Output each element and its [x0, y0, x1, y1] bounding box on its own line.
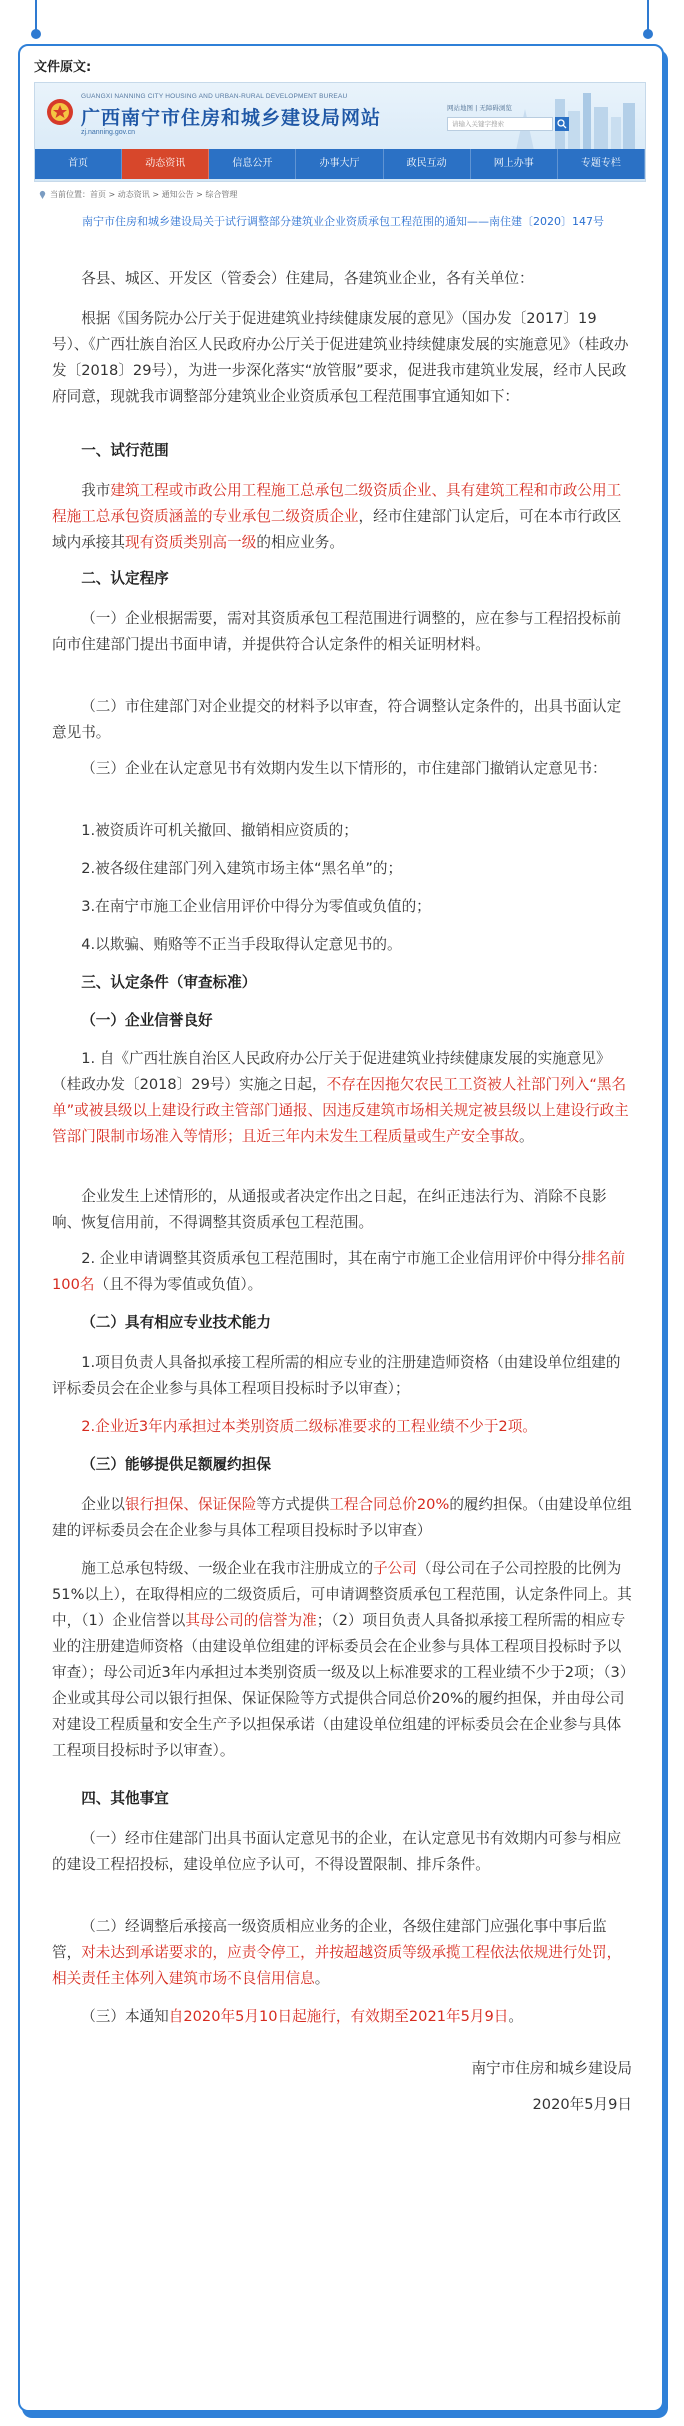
- text-run: 的相应业务。: [256, 534, 344, 551]
- text-run: 施工总承包特级、一级企业在我市注册成立的: [81, 1560, 374, 1577]
- emblem-icon: [45, 97, 75, 127]
- salutation: 各县、城区、开发区（管委会）住建局，各建筑业企业，各有关单位：: [81, 270, 534, 287]
- section-4-title: 四、其他事宜: [81, 1790, 169, 1807]
- decor-line-right: [647, 0, 649, 30]
- highlight-run: 不存在因拖欠农民工工资被人社部门列入“黑名单”或被县级以上建设行政主管部门通报、因违反建筑市场相关规定被县级以上建设行政主管部门限制市场准入等情形；且近三年内未发生工程质量或生产安全事故: [52, 1076, 629, 1145]
- highlight-run: 工程合同总价20%: [329, 1496, 450, 1513]
- nav-item-info[interactable]: 信息公开: [209, 149, 296, 179]
- utility-links[interactable]: 网站地图 | 无障碍浏览: [447, 104, 512, 112]
- site-subtitle-en: GUANGXI NANNING CITY HOUSING AND URBAN-RURAL DEVELOPMENT BUREAU: [81, 93, 348, 100]
- list-item: 4.以欺骗、贿赂等不正当手段取得认定意见书的。: [81, 936, 402, 953]
- section-3-2-paragraph-2: 2.企业近3年内承担过本类别资质二级标准要求的工程业绩不少于2项。: [81, 1418, 537, 1435]
- section-2-paragraph-2: （二）市住建部门对企业提交的材料予以审查，符合调整认定条件的，出具书面认定意见书。: [52, 698, 622, 741]
- section-3-1-paragraph-3: [52, 1246, 632, 1298]
- location-pin-icon: [38, 190, 47, 199]
- section-4-paragraph-2: [52, 1914, 632, 1992]
- list-item: 1.被资质许可机关撤回、撤销相应资质的；: [81, 822, 358, 839]
- text-run: （且不得为零值或负值）。: [94, 1276, 263, 1293]
- section-3-1-paragraph-1: [52, 1046, 632, 1150]
- highlight-run: 建筑工程或市政公用工程施工总承包二级资质企业、具有建筑工程和市政公用工程施工总承包资质涵盖的专业承包二级资质企业: [52, 482, 622, 525]
- nav-item-interaction[interactable]: 政民互动: [384, 149, 471, 179]
- highlight-run: 自2020年5月10日起施行，有效期至2021年5月9日: [168, 2008, 509, 2025]
- text-run: ；（2）项目负责人具备拟承接工程所需的相应专业的注册建造师资格（由建设单位组建的评标委员会在企业参与具体工程项目投标时予以审查）；母公司近3年内承担过本类别资质一级及以上标准要求的工程业绩不少于2项；（3）企业或其母公司以银行担保、保证保险等方式提供合同总价20%的履约担保，并由母公司对建设工程质量和安全生产予以担保承诺（由建设单位组建的评标委员会在企业参与具体工程项目投标时予以审查）。: [52, 1612, 628, 1759]
- embedded-site-header: [34, 82, 646, 182]
- highlight-run: 子公司: [373, 1560, 417, 1577]
- search-input[interactable]: 请输入关键字搜索: [447, 117, 553, 131]
- notice-title: 南宁市住房和城乡建设局关于试行调整部分建筑业企业资质承包工程范围的通知——南住建〔2020〕147号: [82, 215, 604, 228]
- section-2-paragraph-3: （三）企业在认定意见书有效期内发生以下情形的，市住建部门撤销认定意见书：: [81, 760, 607, 777]
- signature: 南宁市住房和城乡建设局: [471, 2060, 632, 2077]
- section-2-title: 二、认定程序: [81, 570, 169, 587]
- text-run: 的履约担保。（由建设单位组建的评标委员会在企业参与具体工程项目投标时予以审查）: [52, 1496, 632, 1539]
- text-run: 。: [519, 1128, 534, 1145]
- decor-dot-right: [643, 29, 653, 39]
- highlight-run: 银行担保、保证保险: [124, 1496, 257, 1513]
- intro-paragraph: 根据《国务院办公厅关于促进建筑业持续健康发展的意见》（国办发〔2017〕19号）、《广西壮族自治区人民政府办公厅关于促进建筑业持续健康发展的实施意见》（桂政办发〔2018〕29号），为进一步深化落实“放管服”要求，促进我市建筑业发展，经市人民政府同意，现就我市调整部分建筑业企业资质承包工程范围事宜通知如下：: [52, 310, 629, 405]
- original-text-label: 文件原文:: [34, 60, 92, 75]
- text-run: 企业以: [81, 1496, 125, 1513]
- section-3-3-paragraph-2: [52, 1556, 632, 1764]
- highlight-run: 对未达到承诺要求的，应责令停工，并按超越资质等级承揽工程依法依规进行处罚，相关责任主体列入建筑市场不良信用信息: [52, 1944, 622, 1987]
- nav-item-online[interactable]: 网上办事: [471, 149, 558, 179]
- text-run: 等方式提供: [256, 1496, 330, 1513]
- text-run: 我市: [81, 482, 111, 499]
- signature-date: 2020年5月9日: [532, 2096, 632, 2113]
- section-3-1-paragraph-2: 企业发生上述情形的，从通报或者决定作出之日起，在纠正违法行为、消除不良影响、恢复信用前，不得调整其资质承包工程范围。: [52, 1188, 607, 1231]
- section-3-1-title: （一）企业信誉良好: [81, 1012, 213, 1029]
- highlight-run: 其母公司的信誉为准: [185, 1612, 317, 1629]
- section-1-title: 一、试行范围: [81, 442, 169, 459]
- text-run: （三）本通知: [81, 2008, 169, 2025]
- nav-item-home[interactable]: 首页: [35, 149, 122, 179]
- nav-item-topics[interactable]: 专题专栏: [558, 149, 645, 179]
- text-run: 1. 自《广西壮族自治区人民政府办公厅关于促进建筑业持续健康发展的实施意见》（桂政办发〔2018〕29号）实施之日起，: [52, 1050, 611, 1093]
- text-run: 。: [314, 1970, 330, 1987]
- site-title[interactable]: 广西南宁市住房和城乡建设局网站: [81, 107, 382, 129]
- decor-line-left: [35, 0, 37, 30]
- section-4-paragraph-3: [52, 2004, 632, 2030]
- text-run: （二）经调整后承接高一级资质相应业务的企业，各级住建部门应强化事中事后监管，: [52, 1918, 607, 1961]
- nav-item-services[interactable]: 办事大厅: [296, 149, 383, 179]
- document-frame: [18, 44, 664, 2412]
- section-3-2-title: （二）具有相应专业技术能力: [81, 1314, 271, 1331]
- site-nav-bar: [35, 149, 645, 179]
- list-item: 2.被各级住建部门列入建筑市场主体“黑名单”的；: [81, 860, 403, 877]
- section-3-3-paragraph-1: [52, 1492, 632, 1544]
- search-icon[interactable]: [555, 117, 569, 131]
- section-2-paragraph-1: （一）企业根据需要，需对其资质承包工程范围进行调整的，应在参与工程招投标前向市住建部门提出书面申请，并提供符合认定条件的相关证明材料。: [52, 610, 622, 653]
- text-run: 。: [508, 2008, 523, 2025]
- section-4-paragraph-1: （一）经市住建部门出具书面认定意见书的企业，在认定意见书有效期内可参与相应的建设工程招投标，建设单位应予认可，不得设置限制、排斥条件。: [52, 1830, 622, 1873]
- site-url[interactable]: zj.nanning.gov.cn: [81, 129, 135, 136]
- decor-dot-left: [31, 29, 41, 39]
- section-3-title: 三、认定条件（审查标准）: [81, 974, 257, 991]
- text-run: （母公司在子公司控股的比例为51%以上），在取得相应的二级资质后，可申请调整资质承包工程范围，认定条件同上。其中，（1）企业信誉以: [52, 1560, 632, 1629]
- highlight-run: 排名前100名: [52, 1250, 626, 1293]
- list-item: 3.在南宁市施工企业信用评价中得分为零值或负值的；: [81, 898, 431, 915]
- breadcrumb: [38, 189, 237, 200]
- section-1-paragraph: [52, 478, 632, 556]
- highlight-run: 现有资质类别高一级: [124, 534, 257, 551]
- section-3-3-title: （三）能够提供足额履约担保: [81, 1456, 271, 1473]
- section-3-2-paragraph-1: 1.项目负责人具备拟承接工程所需的相应专业的注册建造师资格（由建设单位组建的评标委员会在企业参与具体工程项目投标时予以审查）；: [52, 1354, 621, 1397]
- text-run: 2. 企业申请调整其资质承包工程范围时，其在南宁市施工企业信用评价中得分: [81, 1250, 582, 1267]
- nav-item-news[interactable]: 动态资讯: [122, 149, 209, 179]
- text-run: ，经市住建部门认定后，可在本市行政区域内承接其: [52, 508, 622, 551]
- breadcrumb-text[interactable]: 当前位置：首页 > 动态资讯 > 通知公告 > 综合管理: [50, 190, 238, 199]
